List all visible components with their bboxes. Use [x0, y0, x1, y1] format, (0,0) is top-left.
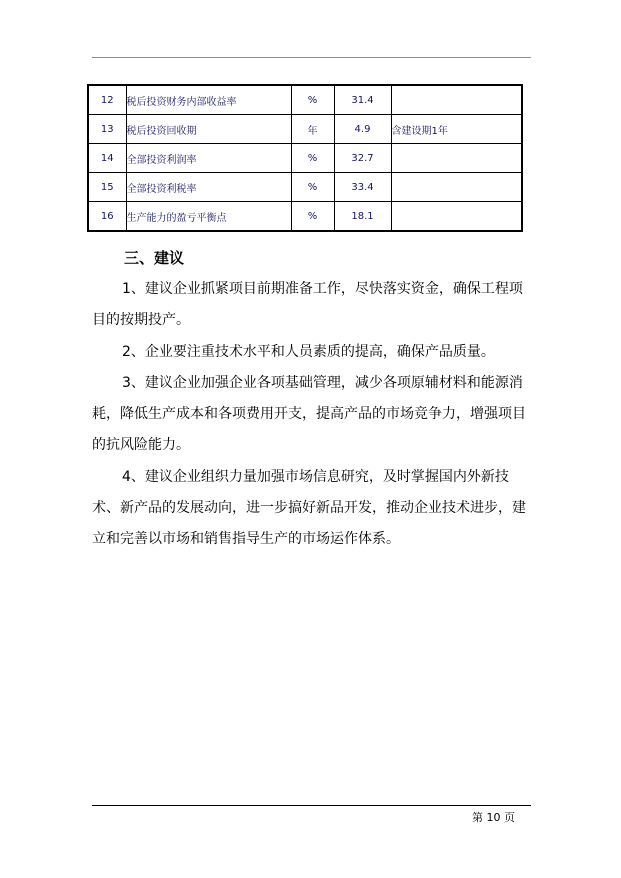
row-number: 13: [88, 115, 126, 144]
recommendation-paragraph: 4、建议企业组织力量加强市场信息研究，及时掌握国内外新技术、新产品的发展动向，进一步搞好新品开发，推动企业技术进步，建立和完善以市场和销售指导生产的市场运作体系。: [92, 469, 526, 547]
footer-rule: [92, 805, 531, 806]
table-row: [88, 115, 522, 144]
indicator-value: 33.4: [334, 173, 391, 202]
indicator-name: 生产能力的盈亏平衡点: [126, 202, 291, 232]
indicator-name: 税后投资财务内部收益率: [126, 85, 291, 115]
row-number: 14: [88, 144, 126, 173]
table-row: [88, 202, 522, 232]
table-row: [88, 173, 522, 202]
indicator-value: 18.1: [334, 202, 391, 232]
indicator-note: [391, 173, 522, 202]
page-number: 第 10 页: [472, 811, 515, 824]
indicator-note: 含建设期1年: [391, 115, 522, 144]
indicator-unit: %: [291, 173, 334, 202]
row-number: 16: [88, 202, 126, 232]
indicator-name: 全部投资利润率: [126, 144, 291, 173]
recommendation-paragraph: 3、建议企业加强企业各项基础管理，减少各项原辅材料和能源消耗，降低生产成本和各项费用开支，提高产品的市场竞争力，增强项目的抗风险能力。: [92, 375, 526, 453]
indicator-note: [391, 144, 522, 173]
indicator-unit: %: [291, 85, 334, 115]
table-row: [88, 85, 522, 115]
table-row: [88, 144, 522, 173]
indicator-note: [391, 202, 522, 232]
indicator-value: 4.9: [334, 115, 391, 144]
row-number: 12: [88, 85, 126, 115]
header-rule: [92, 57, 531, 58]
indicator-note: [391, 85, 522, 115]
recommendation-paragraph: 2、企业要注重技术水平和人员素质的提高，确保产品质量。: [122, 344, 495, 360]
indicator-unit: 年: [291, 115, 334, 144]
indicator-unit: %: [291, 202, 334, 232]
recommendation-paragraph: 1、建议企业抓紧项目前期准备工作，尽快落实资金，确保工程项目的按期投产。: [92, 281, 523, 328]
row-number: 15: [88, 173, 126, 202]
indicator-table: [87, 84, 523, 232]
indicator-name: 全部投资利税率: [126, 173, 291, 202]
indicator-value: 32.7: [334, 144, 391, 173]
indicator-unit: %: [291, 144, 334, 173]
indicator-value: 31.4: [334, 85, 391, 115]
section-heading: 三、建议: [124, 249, 185, 267]
indicator-name: 税后投资回收期: [126, 115, 291, 144]
